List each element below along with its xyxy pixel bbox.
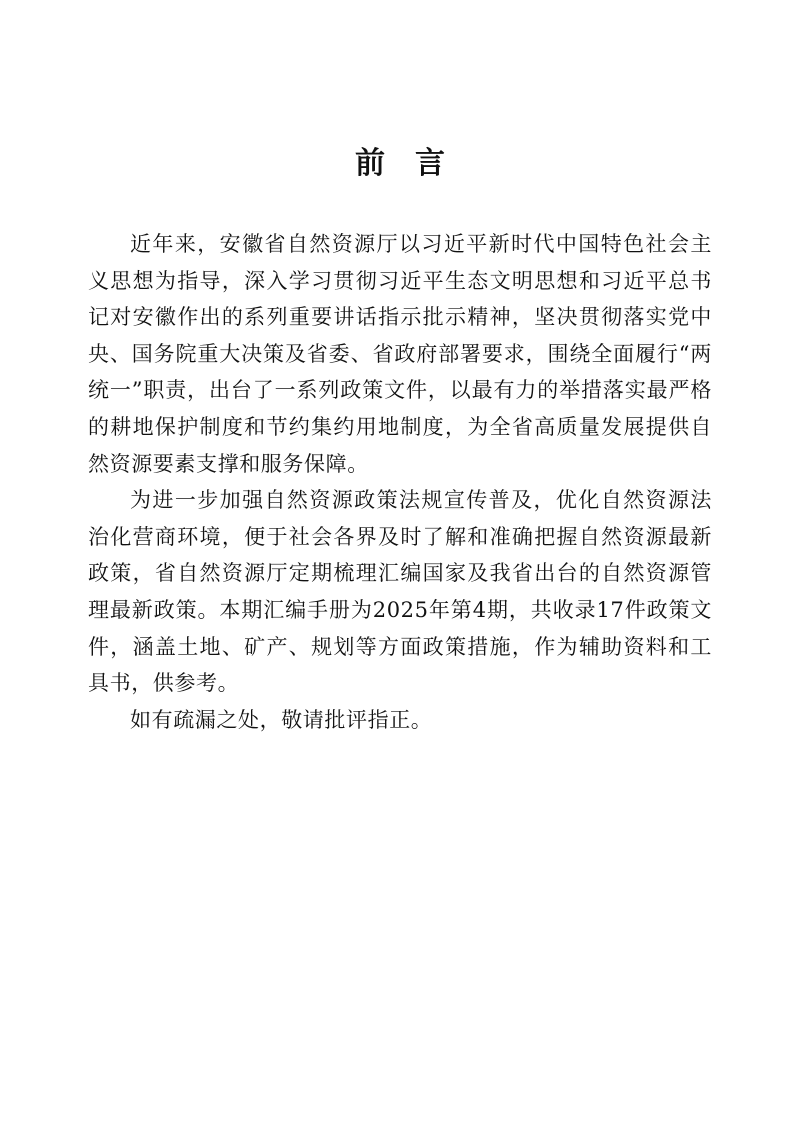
paragraph-2: 为进一步加强自然资源政策法规宣传普及，优化自然资源法治化营商环境，便于社会各界及时了解和准确把握自然资源最新政策，省自然资源厅定期梳理汇编国家及我省出台的自然资源管理最新政策。本期汇编手册为2025年第4期，共收录17件政策文件，涵盖土地、矿产、规划等方面政策措施，作为辅助资料和工具书，供参考。 <box>88 488 712 696</box>
preface-body <box>88 226 712 738</box>
paragraph-1: 近年来，安徽省自然资源厅以习近平新时代中国特色社会主义思想为指导，深入学习贯彻习近平生态文明思想和习近平总书记对安徽作出的系列重要讲话指示批示精神，坚决贯彻落实党中央、国务院重大决策及省委、省政府部署要求，围绕全面履行“两统一”职责，出台了一系列政策文件，以最有力的举措落实最严格的耕地保护制度和节约集约用地制度，为全省高质量发展提供自然资源要素支撑和服务保障。 <box>88 232 712 476</box>
page-title: 前言 <box>355 146 475 181</box>
paragraph-3: 如有疏漏之处，敬请批评指正。 <box>130 707 433 732</box>
